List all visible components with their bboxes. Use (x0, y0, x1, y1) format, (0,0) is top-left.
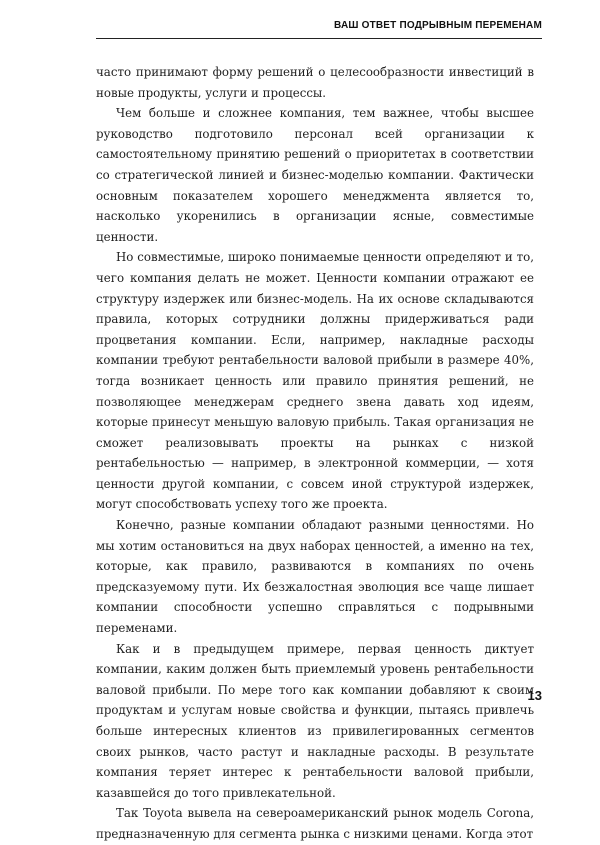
paragraph-5: Как и в предыдущем примере, первая ценность диктует компании, каким должен быть приемлемый уровень рентабельности валовой прибыли. По мере того как компании добавляют к своим продуктам и услугам новые свойства и функции, пытаясь привлечь больше интересных клиентов из привилегированных сегментов своих рынков, часто растут и накладные расходы. В результате компания теряет интерес к рентабельности валовой прибыли, казавшейся до того привлекательной. (96, 641, 534, 800)
running-header: ВАШ ОТВЕТ ПОДРЫВНЫМ ПЕРЕМЕНАМ (334, 20, 542, 31)
header-divider (96, 38, 542, 39)
body-text (96, 62, 534, 845)
paragraph-3: Но совместимые, широко понимаемые ценности определяют и то, чего компания делать не может. Ценности компании отражают ее структуру издержек или бизнес-модель. На их основе складываются правила, которых сотрудники должны придерживаться ради процветания компании. Если, например, накладные расходы компании требуют рентабельности валовой прибыли в размере 40%, тогда возникает ценность или правило принятия решений, не позволяющее менеджерам среднего звена давать ход идеям, которые принесут меньшую валовую прибыль. Такая организация не сможет реализовывать проекты на рынках с низкой рентабельностью — например, в электронной коммерции, — хотя ценности другой компании, с совсем иной структурой издержек, могут способствовать успеху того же проекта. (96, 250, 534, 512)
paragraph-1: часто принимают форму решений о целесообразности инвестиций в новые продукты, услуги и процессы. (96, 65, 534, 100)
paragraph-2: Чем больше и сложнее компания, тем важнее, чтобы высшее руководство подготовило персонал всей организации к самостоятельному принятию решений о приоритетах в соответствии со стратегической линией и бизнес-моделью компании. Фактически основным показателем хорошего менеджмента является то, насколько укоренились в организации ясные, совместимые ценности. (96, 106, 534, 244)
paragraph-6: Так Toyota вывела на североамериканский рынок модель Corona, предназначенную для сегмента рынка с низкими ценами. Когда этот (96, 806, 534, 841)
paragraph-4: Конечно, разные компании обладают разными ценностями. Но мы хотим остановиться на двух наборах ценностей, а именно на тех, которые, как правило, развиваются в компаниях по очень предсказуемому пути. Их безжалостная эволюция все чаще лишает компании способности успешно справляться с подрывными переменами. (96, 518, 534, 636)
page-number: 13 (527, 688, 542, 703)
